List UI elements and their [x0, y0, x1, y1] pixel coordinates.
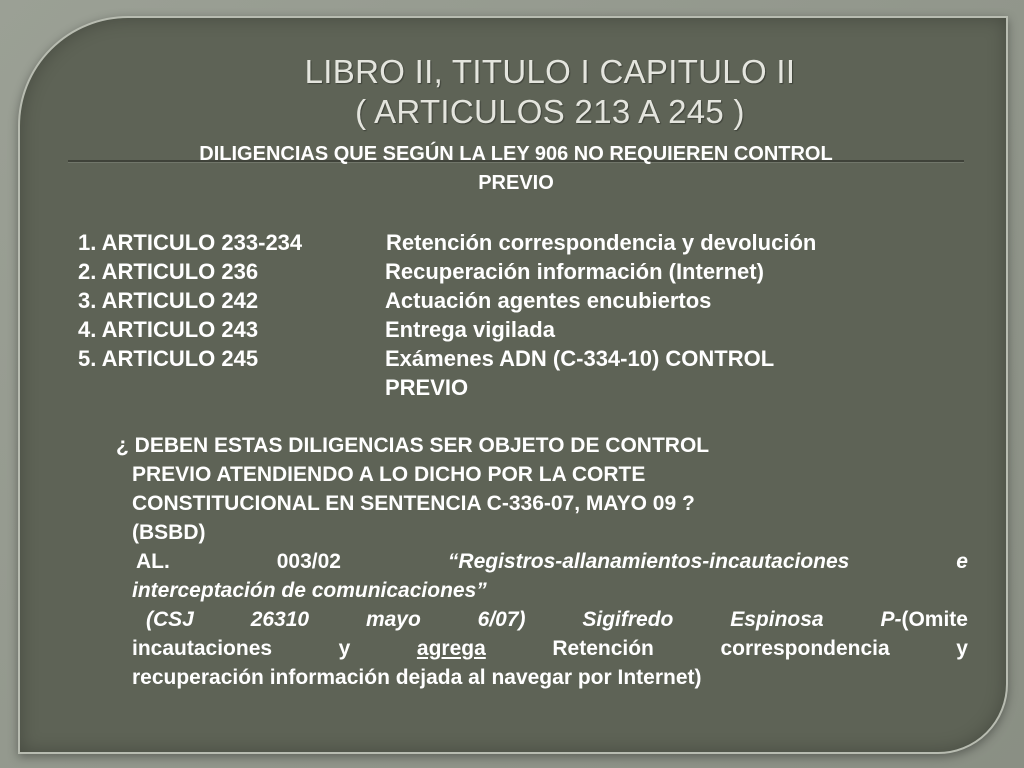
al-number: 003/02	[276, 550, 341, 573]
al-note	[132, 547, 968, 605]
question-block	[116, 431, 916, 547]
csj-word: incautaciones	[132, 637, 273, 660]
article-desc: Recuperación información (Internet)	[385, 259, 764, 284]
al-title-continued: interceptación de comunicaciones”	[132, 579, 487, 602]
article-desc: Retención correspondencia y devolución	[386, 230, 817, 255]
article-desc: Exámenes ADN (C-334-10) CONTROL	[385, 346, 775, 371]
article-desc: Actuación agentes encubiertos	[385, 288, 712, 313]
csj-word-underlined: agrega	[416, 637, 486, 660]
question-line-1: ¿ DEBEN ESTAS DILIGENCIAS SER OBJETO DE CONTROL	[116, 434, 710, 457]
title-line-2: ( ARTICULOS 213 A 245 )	[355, 93, 745, 130]
csj-word: correspondencia	[720, 637, 890, 660]
slide-content	[20, 18, 1006, 752]
slide-panel	[18, 16, 1008, 754]
csj-word: Sigifredo	[582, 608, 674, 631]
question-line-3: CONSTITUCIONAL EN SENTENCIA C-336-07, MAYO 09 ?	[132, 492, 695, 515]
article-ref: 2. ARTICULO 236	[78, 259, 259, 284]
article-ref: 3. ARTICULO 242	[78, 288, 259, 313]
question-line-2: PREVIO ATENDIENDO A LO DICHO POR LA CORTE	[132, 463, 646, 486]
csj-word: 26310	[250, 608, 310, 631]
section-heading	[76, 140, 956, 198]
csj-line-3: recuperación información dejada al navegar por Internet)	[132, 666, 702, 689]
heading-line-2: PREVIO	[478, 172, 554, 194]
article-ref: 5. ARTICULO 245	[78, 346, 259, 371]
csj-word: y	[956, 637, 968, 660]
csj-word: mayo	[365, 608, 421, 631]
al-title: “Registros-allanamientos-incautaciones	[447, 550, 850, 573]
question-line-4: (BSBD)	[132, 521, 206, 544]
article-ref: 4. ARTICULO 243	[78, 317, 259, 342]
al-label: AL.	[136, 550, 170, 573]
heading-line-1: DILIGENCIAS QUE SEGÚN LA LEY 906 NO REQUIEREN CONTROL	[199, 143, 833, 165]
csj-word: y	[338, 637, 351, 660]
csj-word: (CSJ	[146, 608, 194, 631]
csj-word: Retención	[552, 637, 654, 660]
al-conjunction: e	[956, 550, 968, 573]
article-5-continuation: PREVIO	[385, 375, 469, 400]
csj-word: P-	[880, 608, 902, 631]
csj-word: (Omite	[901, 608, 968, 631]
article-ref: 1. ARTICULO 233-234	[78, 230, 303, 255]
article-desc: Entrega vigilada	[385, 317, 555, 342]
csj-word: Espinosa	[730, 608, 824, 631]
csj-note	[132, 605, 968, 692]
csj-word: 6/07)	[477, 608, 526, 631]
title-line-1: LIBRO II, TITULO I CAPITULO II	[304, 53, 796, 90]
